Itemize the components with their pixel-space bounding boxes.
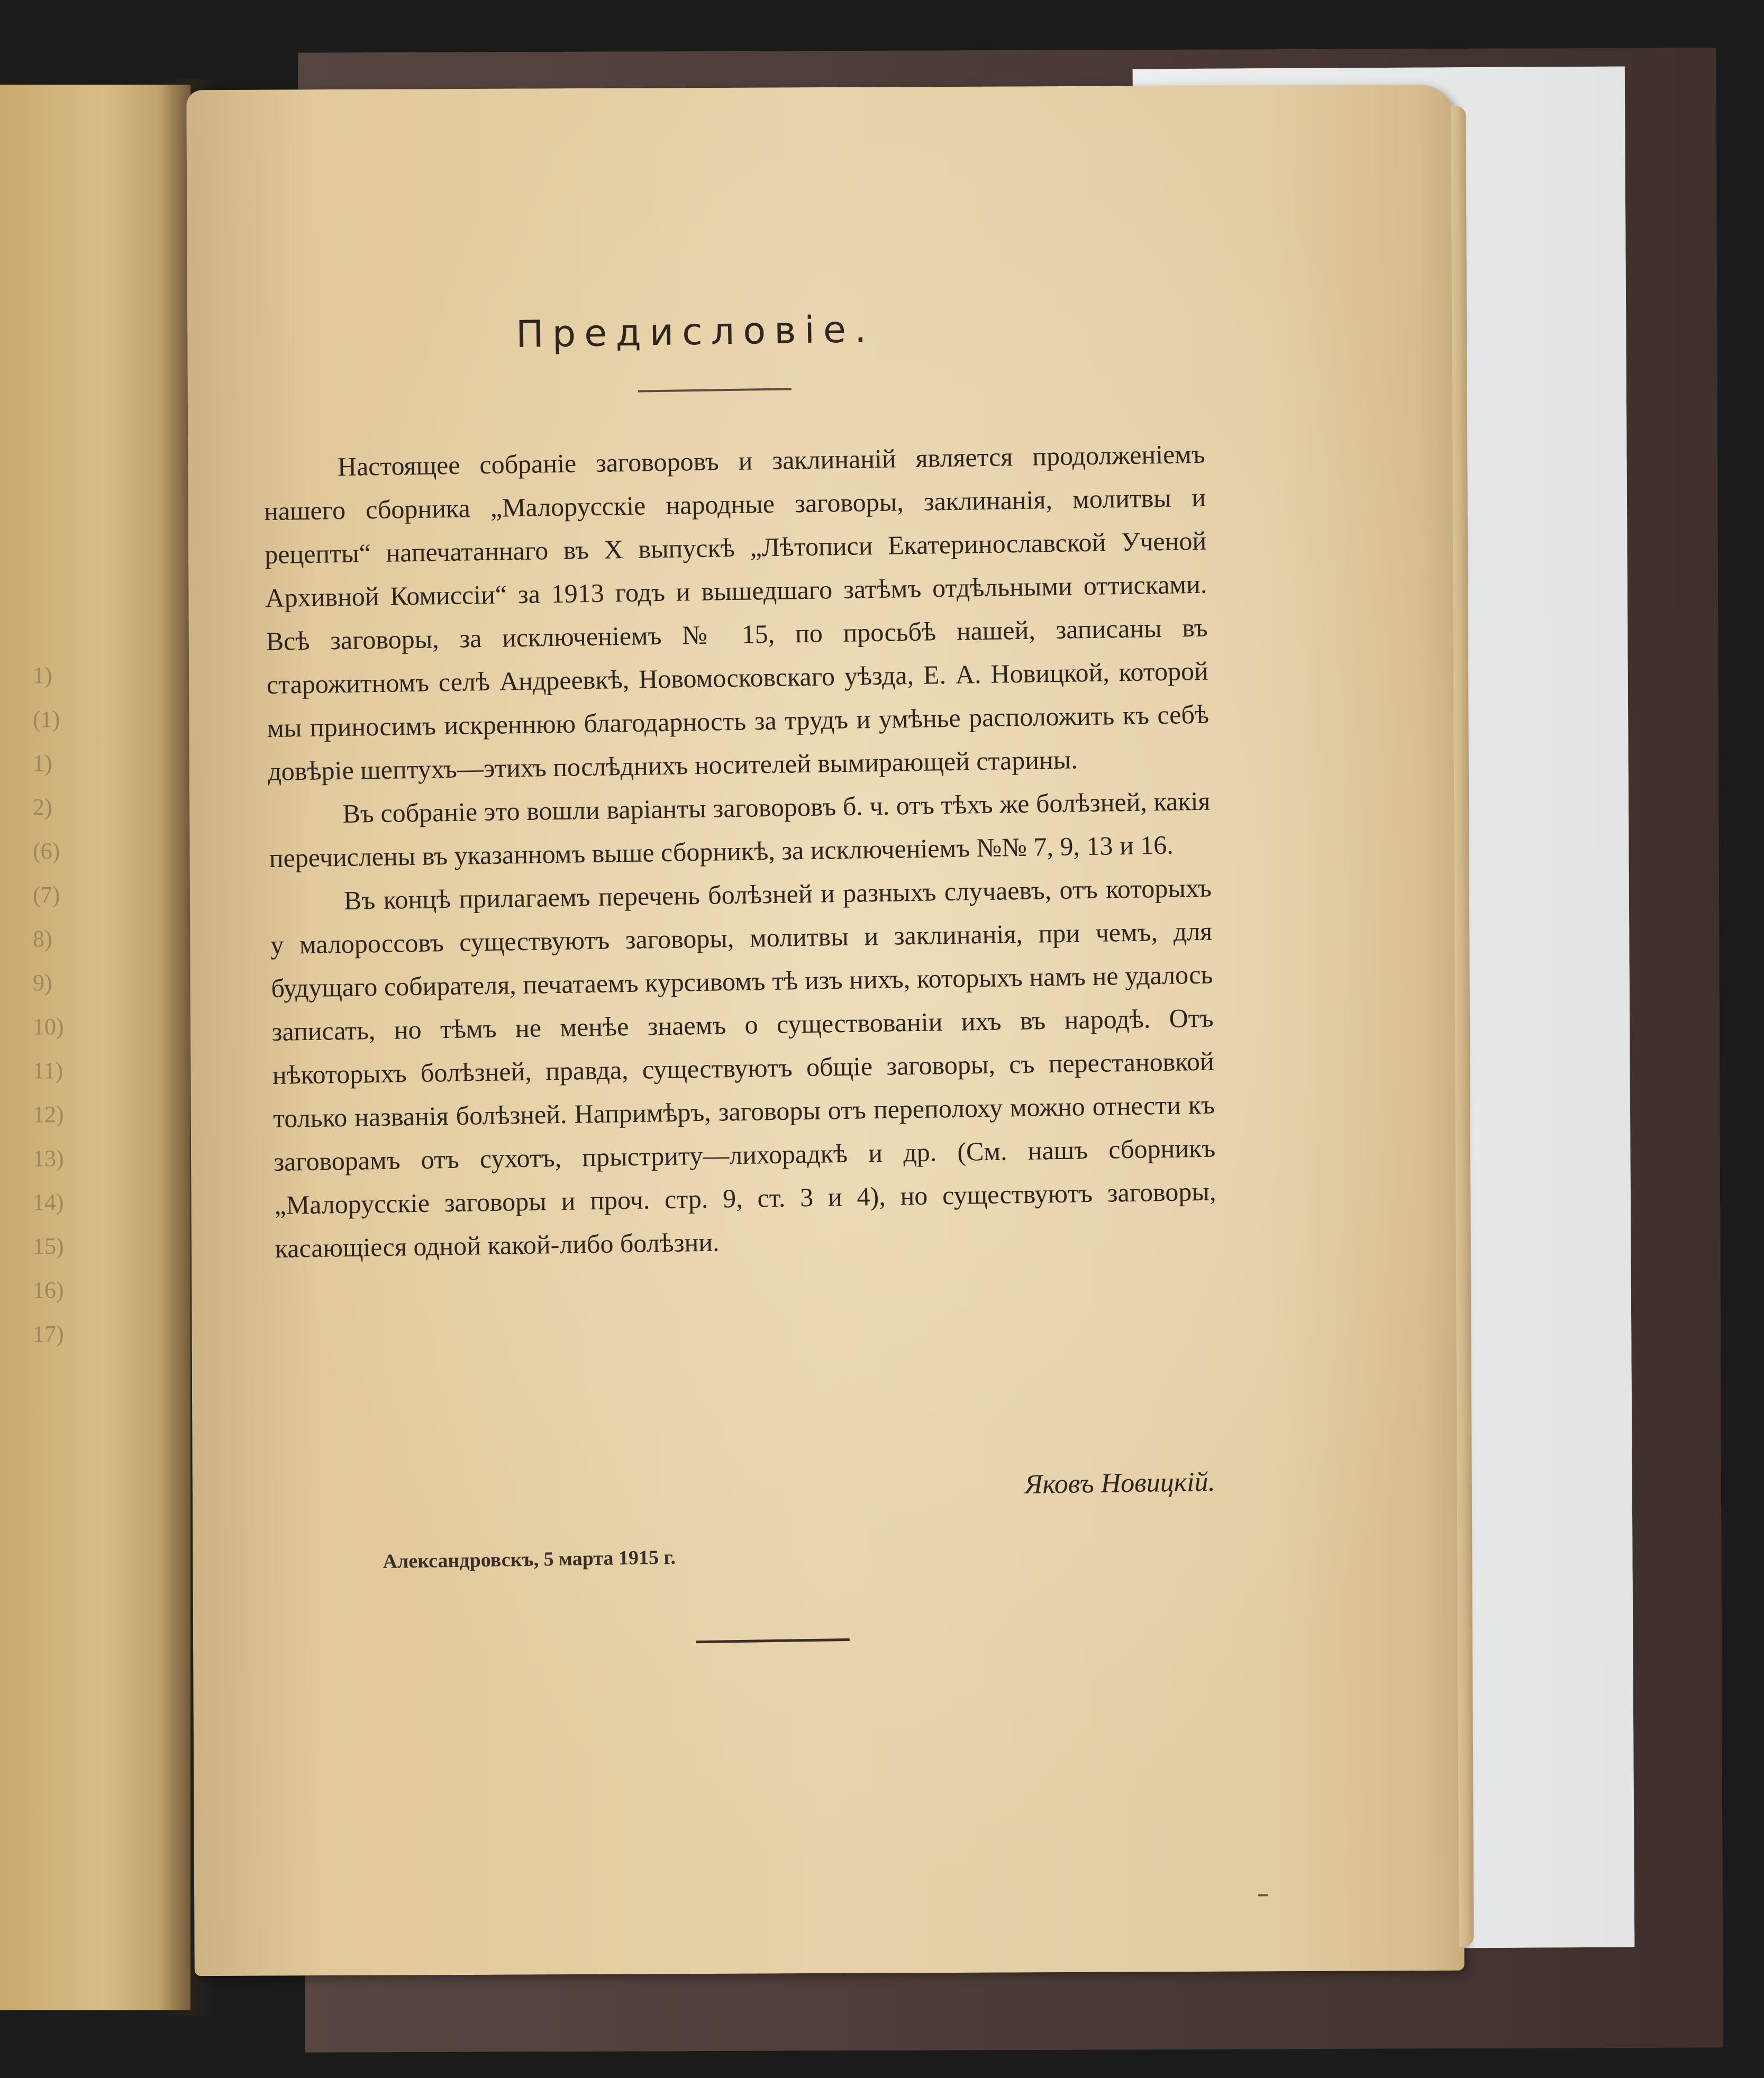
heading-rule [638, 388, 792, 392]
page-heading: Предисловіе. [515, 307, 875, 357]
margin-mark: 15) [33, 1233, 64, 1259]
paragraph: Настоящее собраніе заговоровъ и заклинаній является продолженіемъ нашего сборника „Малорусскіе народные заговоры, заклинанія, молитвы и рецепты“ напечатаннаго въ X выпускѣ „Лѣтописи Екатеринославской Ученой Архивной Комиссіи“ за 1913 годъ и вышедшаго затѣмъ отдѣльными оттисками. Всѣ заговоры, за исключеніемъ № 15, по просьбѣ нашей, записаны въ старожитномъ селѣ Андреевкѣ, Новомосковскаго уѣзда, Е. А. Новицкой, которой мы приносимъ искреннюю благодарность за трудъ и умѣнье расположить къ себѣ довѣріе шептухъ—этихъ послѣднихъ носителей вымирающей старины. [263, 439, 1210, 787]
margin-mark: 1) [33, 750, 52, 776]
margin-mark: 10) [33, 1014, 64, 1040]
margin-mark: 17) [33, 1321, 64, 1347]
paper-speck [1258, 1894, 1268, 1896]
body-text [263, 432, 1217, 1270]
place-date: Александровскъ, 5 марта 1915 г. [383, 1546, 676, 1573]
author-signature: Яковъ Новицкій. [1024, 1466, 1215, 1500]
margin-mark: 12) [33, 1101, 64, 1127]
margin-mark: 14) [33, 1189, 64, 1215]
margin-mark: 2) [33, 794, 52, 820]
paragraph: Въ собраніе это вошли варіанты заговоровъ б. ч. отъ тѣхъ же болѣзней, какія перечислены въ указанномъ выше сборникѣ, за исключеніемъ №№ 7, 9, 13 и 16. [269, 786, 1211, 873]
document-page [186, 85, 1465, 1976]
margin-mark: 11) [33, 1058, 63, 1083]
margin-mark: 1) [33, 662, 52, 688]
margin-mark: 13) [33, 1145, 64, 1171]
paragraph: Въ концѣ прилагаемъ перечень болѣзней и разныхъ случаевъ, отъ которыхъ у малороссовъ существуютъ заговоры, молитвы и заклинанія, при чемъ, для будущаго собирателя, печатаемъ курсивомъ тѣ изъ нихъ, которыхъ намъ не удалось записать, но тѣмъ не менѣе знаемъ о существованіи ихъ въ народѣ. Отъ нѣкоторыхъ болѣзней, правда, существуютъ общіе заговоры, съ перестановкой только названія болѣзней. Напримѣръ, заговоры отъ переполоху можно отнести къ заговорамъ отъ сухотъ, прыстриту—лихорадкѣ и др. (См. нашъ сборникъ „Малорусскіе заговоры и проч. стр. 9, ст. 3 и 4), но существуютъ заговоры, касающіеся одной какой-либо болѣзни. [270, 872, 1216, 1263]
closing-rule [696, 1638, 850, 1643]
left-page-margin-marks [33, 653, 65, 1356]
margin-mark: 9) [33, 970, 52, 996]
margin-mark: (6) [33, 838, 60, 864]
page-content [178, 77, 1476, 1981]
margin-mark: 8) [33, 926, 52, 952]
margin-mark: (7) [33, 882, 60, 908]
margin-mark: 16) [33, 1277, 64, 1303]
margin-mark: (1) [33, 706, 60, 732]
